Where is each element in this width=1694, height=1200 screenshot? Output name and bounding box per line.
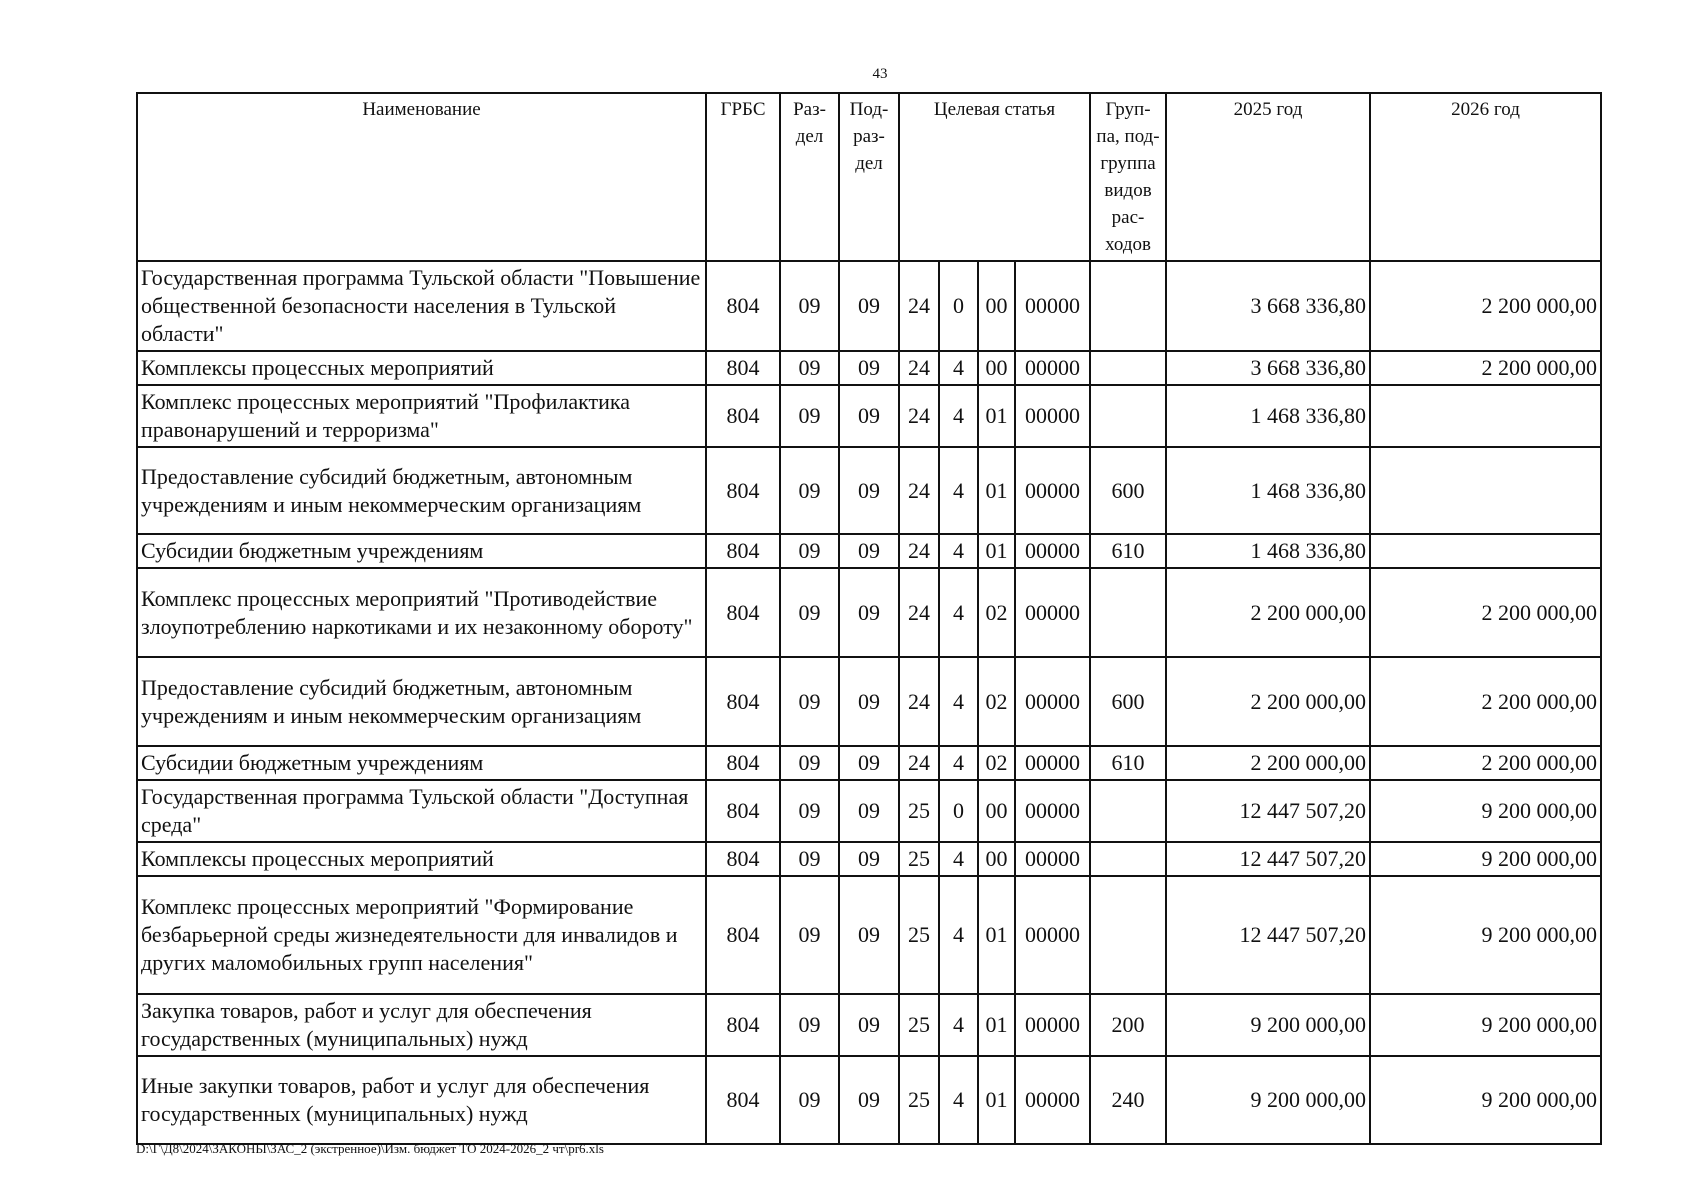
cell-podrazdel: 09 — [839, 447, 899, 534]
cell-target-complex: 01 — [978, 876, 1015, 994]
cell-target-type: 4 — [939, 994, 978, 1056]
cell-grbs: 804 — [706, 568, 780, 657]
cell-target-type: 4 — [939, 351, 978, 385]
cell-razdel: 09 — [780, 842, 839, 876]
cell-razdel: 09 — [780, 568, 839, 657]
cell-target-program: 25 — [899, 780, 939, 842]
cell-target-type: 4 — [939, 657, 978, 746]
cell-amount-2026: 9 200 000,00 — [1370, 842, 1601, 876]
cell-target-type: 4 — [939, 876, 978, 994]
cell-expense-group — [1090, 261, 1166, 351]
cell-razdel: 09 — [780, 385, 839, 447]
cell-podrazdel: 09 — [839, 534, 899, 568]
cell-amount-2026: 9 200 000,00 — [1370, 876, 1601, 994]
cell-target-complex: 00 — [978, 780, 1015, 842]
cell-expense-group: 610 — [1090, 746, 1166, 780]
cell-razdel: 09 — [780, 351, 839, 385]
header-razdel: Раз- дел — [780, 93, 839, 261]
cell-target-complex: 00 — [978, 261, 1015, 351]
cell-target-program: 24 — [899, 261, 939, 351]
cell-expense-group — [1090, 780, 1166, 842]
header-name: Наименование — [137, 93, 706, 261]
cell-name: Закупка товаров, работ и услуг для обеспечения государственных (муниципальных) нужд — [137, 994, 706, 1056]
cell-target-type: 4 — [939, 385, 978, 447]
cell-target-complex: 00 — [978, 351, 1015, 385]
cell-target-direction: 00000 — [1015, 447, 1090, 534]
cell-target-program: 25 — [899, 1056, 939, 1144]
cell-target-direction: 00000 — [1015, 1056, 1090, 1144]
cell-grbs: 804 — [706, 780, 780, 842]
cell-razdel: 09 — [780, 780, 839, 842]
cell-target-direction: 00000 — [1015, 746, 1090, 780]
cell-target-direction: 00000 — [1015, 876, 1090, 994]
cell-razdel: 09 — [780, 657, 839, 746]
cell-grbs: 804 — [706, 1056, 780, 1144]
cell-target-direction: 00000 — [1015, 261, 1090, 351]
cell-expense-group — [1090, 568, 1166, 657]
cell-name: Комплекс процессных мероприятий "Профилактика правонарушений и терроризма" — [137, 385, 706, 447]
table-row — [137, 746, 1601, 780]
cell-target-type: 4 — [939, 534, 978, 568]
cell-target-type: 4 — [939, 1056, 978, 1144]
cell-amount-2025: 3 668 336,80 — [1166, 261, 1370, 351]
cell-amount-2025: 9 200 000,00 — [1166, 994, 1370, 1056]
table-row — [137, 994, 1601, 1056]
cell-podrazdel: 09 — [839, 994, 899, 1056]
cell-expense-group: 600 — [1090, 657, 1166, 746]
table-row — [137, 780, 1601, 842]
cell-amount-2026 — [1370, 534, 1601, 568]
header-target-article: Целевая статья — [899, 93, 1090, 261]
cell-amount-2025: 12 447 507,20 — [1166, 842, 1370, 876]
table-row — [137, 876, 1601, 994]
cell-amount-2026: 9 200 000,00 — [1370, 1056, 1601, 1144]
cell-target-complex: 01 — [978, 1056, 1015, 1144]
cell-target-complex: 01 — [978, 447, 1015, 534]
cell-grbs: 804 — [706, 385, 780, 447]
cell-podrazdel: 09 — [839, 568, 899, 657]
table-row — [137, 351, 1601, 385]
cell-expense-group: 200 — [1090, 994, 1166, 1056]
cell-target-direction: 00000 — [1015, 657, 1090, 746]
cell-amount-2025: 9 200 000,00 — [1166, 1056, 1370, 1144]
cell-target-direction: 00000 — [1015, 780, 1090, 842]
cell-amount-2025: 2 200 000,00 — [1166, 657, 1370, 746]
cell-podrazdel: 09 — [839, 657, 899, 746]
cell-amount-2026: 2 200 000,00 — [1370, 261, 1601, 351]
table-row — [137, 447, 1601, 534]
cell-target-program: 25 — [899, 842, 939, 876]
cell-amount-2025: 1 468 336,80 — [1166, 447, 1370, 534]
cell-target-direction: 00000 — [1015, 994, 1090, 1056]
header-expense-group: Груп- па, под- группа видов рас- ходов — [1090, 93, 1166, 261]
cell-amount-2026: 2 200 000,00 — [1370, 657, 1601, 746]
cell-target-direction: 00000 — [1015, 568, 1090, 657]
cell-expense-group — [1090, 876, 1166, 994]
cell-target-type: 0 — [939, 261, 978, 351]
cell-amount-2025: 2 200 000,00 — [1166, 746, 1370, 780]
cell-amount-2026: 2 200 000,00 — [1370, 746, 1601, 780]
cell-target-program: 24 — [899, 385, 939, 447]
cell-grbs: 804 — [706, 876, 780, 994]
cell-amount-2025: 1 468 336,80 — [1166, 534, 1370, 568]
cell-target-program: 24 — [899, 534, 939, 568]
cell-razdel: 09 — [780, 447, 839, 534]
cell-razdel: 09 — [780, 261, 839, 351]
cell-target-program: 24 — [899, 746, 939, 780]
cell-expense-group: 610 — [1090, 534, 1166, 568]
cell-name: Иные закупки товаров, работ и услуг для обеспечения государственных (муниципальных) нужд — [137, 1056, 706, 1144]
budget-table — [136, 92, 1602, 1145]
cell-name: Государственная программа Тульской области "Доступная среда" — [137, 780, 706, 842]
cell-name: Комплекс процессных мероприятий "Формирование безбарьерной среды жизнедеятельности для инвалидов и других маломобильных групп населения" — [137, 876, 706, 994]
cell-grbs: 804 — [706, 261, 780, 351]
table-row — [137, 261, 1601, 351]
cell-expense-group: 240 — [1090, 1056, 1166, 1144]
cell-name: Субсидии бюджетным учреждениям — [137, 746, 706, 780]
cell-target-type: 4 — [939, 447, 978, 534]
page-number: 43 — [872, 66, 888, 82]
cell-amount-2026 — [1370, 447, 1601, 534]
cell-name: Предоставление субсидий бюджетным, автономным учреждениям и иным некоммерческим организациям — [137, 447, 706, 534]
cell-grbs: 804 — [706, 657, 780, 746]
cell-grbs: 804 — [706, 994, 780, 1056]
cell-target-direction: 00000 — [1015, 385, 1090, 447]
header-year-2025: 2025 год — [1166, 93, 1370, 261]
cell-target-direction: 00000 — [1015, 351, 1090, 385]
table-row — [137, 1056, 1601, 1144]
cell-grbs: 804 — [706, 842, 780, 876]
cell-expense-group — [1090, 385, 1166, 447]
cell-target-complex: 01 — [978, 385, 1015, 447]
table-row — [137, 842, 1601, 876]
header-podrazdel: Под- раз- дел — [839, 93, 899, 261]
cell-amount-2025: 12 447 507,20 — [1166, 780, 1370, 842]
cell-name: Субсидии бюджетным учреждениям — [137, 534, 706, 568]
cell-razdel: 09 — [780, 1056, 839, 1144]
cell-target-direction: 00000 — [1015, 842, 1090, 876]
header-grbs: ГРБС — [706, 93, 780, 261]
cell-target-program: 24 — [899, 568, 939, 657]
cell-podrazdel: 09 — [839, 746, 899, 780]
cell-razdel: 09 — [780, 534, 839, 568]
header-year-2026: 2026 год — [1370, 93, 1601, 261]
cell-target-complex: 02 — [978, 746, 1015, 780]
cell-target-program: 24 — [899, 447, 939, 534]
cell-podrazdel: 09 — [839, 780, 899, 842]
cell-target-type: 4 — [939, 746, 978, 780]
cell-expense-group: 600 — [1090, 447, 1166, 534]
cell-expense-group — [1090, 351, 1166, 385]
cell-amount-2026 — [1370, 385, 1601, 447]
cell-expense-group — [1090, 842, 1166, 876]
cell-grbs: 804 — [706, 447, 780, 534]
cell-target-program: 24 — [899, 657, 939, 746]
table-row — [137, 568, 1601, 657]
cell-target-type: 4 — [939, 568, 978, 657]
cell-amount-2026: 2 200 000,00 — [1370, 568, 1601, 657]
table-row — [137, 534, 1601, 568]
cell-target-program: 25 — [899, 994, 939, 1056]
cell-name: Предоставление субсидий бюджетным, автономным учреждениям и иным некоммерческим организациям — [137, 657, 706, 746]
cell-grbs: 804 — [706, 746, 780, 780]
cell-amount-2026: 2 200 000,00 — [1370, 351, 1601, 385]
cell-target-complex: 02 — [978, 568, 1015, 657]
cell-target-direction: 00000 — [1015, 534, 1090, 568]
cell-target-program: 24 — [899, 351, 939, 385]
cell-razdel: 09 — [780, 994, 839, 1056]
cell-podrazdel: 09 — [839, 842, 899, 876]
file-path-footer: D:\Г\Д8\2024\ЗАКОНЫ\ЗАС_2 (экстренное)\Изм. бюджет ТО 2024-2026_2 чт\pr6.xls — [136, 1141, 604, 1156]
cell-grbs: 804 — [706, 534, 780, 568]
cell-target-complex: 01 — [978, 534, 1015, 568]
cell-amount-2025: 12 447 507,20 — [1166, 876, 1370, 994]
table-row — [137, 657, 1601, 746]
cell-name: Комплекс процессных мероприятий "Противодействие злоупотреблению наркотиками и их незаконному обороту" — [137, 568, 706, 657]
cell-target-complex: 00 — [978, 842, 1015, 876]
cell-target-program: 25 — [899, 876, 939, 994]
cell-name: Комплексы процессных мероприятий — [137, 842, 706, 876]
cell-podrazdel: 09 — [839, 385, 899, 447]
cell-amount-2025: 2 200 000,00 — [1166, 568, 1370, 657]
cell-razdel: 09 — [780, 746, 839, 780]
cell-name: Государственная программа Тульской области "Повышение общественной безопасности населения в Тульской области" — [137, 261, 706, 351]
cell-target-complex: 02 — [978, 657, 1015, 746]
cell-target-type: 0 — [939, 780, 978, 842]
cell-amount-2026: 9 200 000,00 — [1370, 994, 1601, 1056]
cell-podrazdel: 09 — [839, 261, 899, 351]
cell-podrazdel: 09 — [839, 351, 899, 385]
cell-podrazdel: 09 — [839, 876, 899, 994]
cell-grbs: 804 — [706, 351, 780, 385]
cell-razdel: 09 — [780, 876, 839, 994]
cell-podrazdel: 09 — [839, 1056, 899, 1144]
cell-amount-2025: 3 668 336,80 — [1166, 351, 1370, 385]
table-row — [137, 385, 1601, 447]
cell-target-type: 4 — [939, 842, 978, 876]
cell-target-complex: 01 — [978, 994, 1015, 1056]
cell-name: Комплексы процессных мероприятий — [137, 351, 706, 385]
cell-amount-2026: 9 200 000,00 — [1370, 780, 1601, 842]
cell-amount-2025: 1 468 336,80 — [1166, 385, 1370, 447]
header-row — [137, 93, 1601, 261]
